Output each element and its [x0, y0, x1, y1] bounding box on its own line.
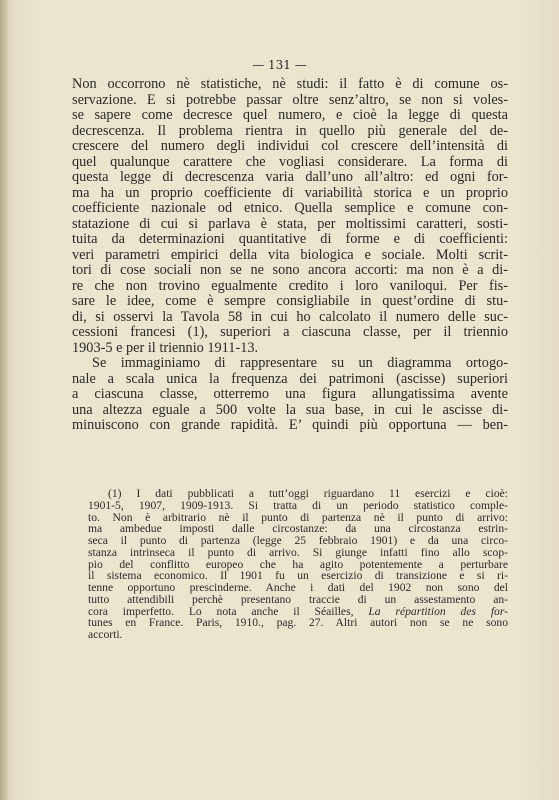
- text-line: Non occorrono nè statistiche, nè studi: il fatto è di comune os-: [72, 76, 508, 92]
- footnote-line: il sistema economico. Il 1901 fu un esercizio di transizione e si ri-: [88, 569, 508, 583]
- text-line: re che non trovino egualmente credito i loro vaniloqui. Per fis-: [72, 277, 508, 294]
- footnote-line-text: cora imperfetto. Lo nota anche il Séailles,: [88, 604, 354, 618]
- text-line: ma ha un proprio coefficiente di variabilità storica e un proprio: [72, 184, 508, 201]
- page-binding-shadow: [0, 0, 8, 800]
- text-line: minuiscono con grande rapidità. E’ quindi più opportuna — ben-: [72, 417, 508, 433]
- text-line: sare le idee, come è sempre consigliabile in quest’ordine di stu-: [72, 293, 508, 309]
- footnote-line: 1901-5, 1907, 1909-1913. Si tratta di un periodo statistico comple-: [88, 498, 508, 512]
- text-line: decrescenza. Il problema rientra in quello più generale del de-: [72, 122, 508, 139]
- footnote-title-italic: La répartition des for-: [368, 604, 508, 618]
- text-line: 1903-5 e per il triennio 1911-13.: [72, 339, 259, 356]
- footnote-line: seca il punto di partenza (legge 25 febbraio 1901) e da una circo-: [88, 534, 508, 547]
- footnote-line: to. Non è arbitrario nè il punto di partenza nè il punto di arrivo:: [88, 510, 508, 524]
- main-text: [72, 77, 508, 434]
- footnote-line: [88, 617, 508, 629]
- footnote-line: accorti.: [88, 628, 123, 641]
- text-line: di, si osservi la Tavola 58 in cui ho calcolato il numero delle suc-: [72, 308, 508, 325]
- text-line: nale a scala unica la frequenza dei patrimoni (ascisse) superiori: [72, 370, 508, 387]
- footnote: [88, 488, 508, 641]
- footnote-line: stanza intrinseca il punto di arrivo. Si giunge infatti fino allo scop-: [88, 545, 508, 559]
- text-line: a ciascuna classe, otterremo una figura allungatissima avente: [72, 386, 508, 402]
- text-line: tuita da determinazioni quantitative di forme e di coefficienti:: [72, 231, 508, 247]
- footnote-line: (1) I dati pubblicati a tutt’oggi riguardano 11 esercizi e cioè:: [108, 487, 508, 500]
- footnote-line: pio del conflitto europeo che ha agito potentemente a perturbare: [88, 557, 508, 571]
- footnote-line: ma ambedue imposti dalle circostanze: da una circostanza estrin-: [88, 522, 508, 536]
- text-line: Se immaginiamo di rappresentare su un diagramma ortogo-: [92, 355, 508, 371]
- text-line: coefficiente nazionale od etnico. Quella semplice e comune con-: [72, 200, 508, 216]
- text-line: questa legge di decrescenza varia dall’uno all’altro: ed ogni for-: [72, 169, 508, 185]
- text-line: una altezza eguale a 500 volte la sua base, in cui le ascisse di-: [72, 401, 508, 418]
- text-line: servazione. E si potrebbe passar oltre senz’altro, se non si voles-: [72, 91, 508, 108]
- text-line: cessioni francesi (1), superiori a ciascuna classe, per il triennio: [72, 324, 508, 340]
- text-line: statazione di cui si parlava è stata, per moltissimi caratteri, sosti-: [72, 215, 508, 232]
- text-line: crescere del numero degli individui col crescere dell’intensità di: [72, 138, 508, 154]
- page-number: — 131 —: [252, 58, 307, 72]
- footnote-line-text: tunes en France. Paris, 1910., pag. 27. Altri autori non se ne sono: [88, 616, 508, 630]
- footnote-line: tenne opportuno prescinderne. Anche i dati del 1902 non sono del: [88, 581, 508, 594]
- footnote-line: tutto attendibili perchè presentano traccie di un assestamento an-: [88, 592, 508, 606]
- text-line: tori di cose sociali non se ne sono ancora accorti: ma non è a di-: [72, 262, 508, 278]
- text-line: se sapere come decresce quel numero, e cioè la legge di questa: [72, 107, 508, 123]
- text-line: veri parametri empirici della vita biologica e sociale. Molti scrit-: [72, 246, 508, 263]
- text-line: quel qualunque carattere che vogliasi considerare. La forma di: [72, 153, 508, 170]
